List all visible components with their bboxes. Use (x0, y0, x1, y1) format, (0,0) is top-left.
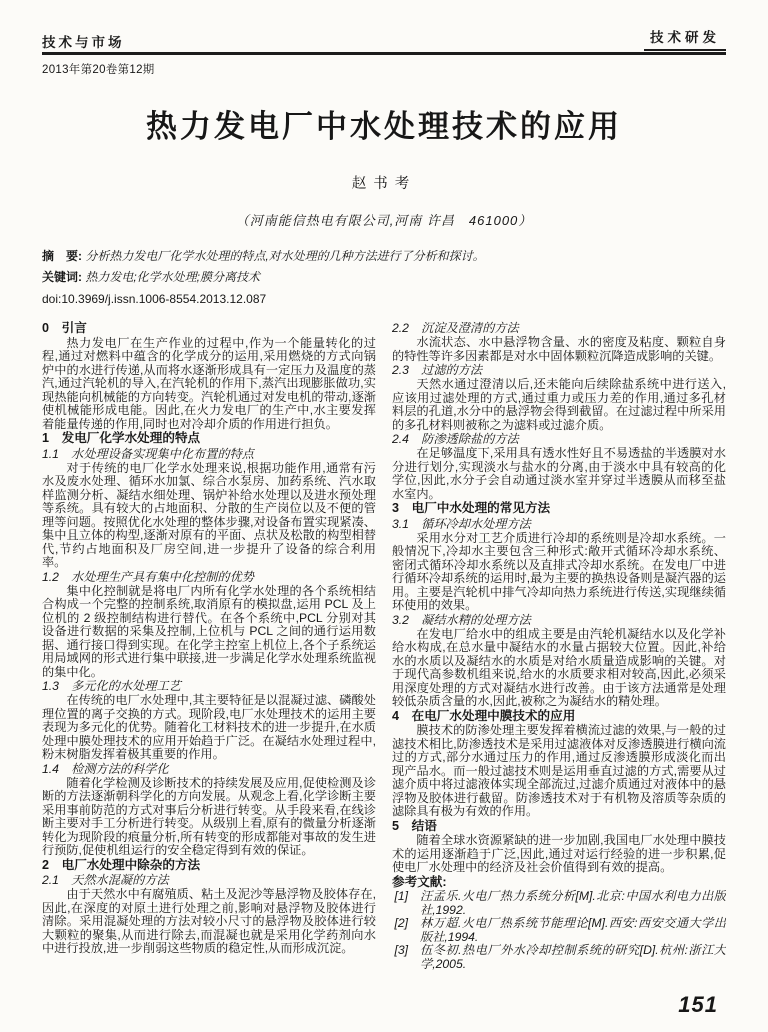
paragraph: 随着全球水资源紧缺的进一步加剧,我国电厂水处理中膜技术的运用逐渐趋于广泛,因此,通过对运行经验的进一步积累,促使电厂水处理中的经济及社会价值得到有效的提高。 (392, 833, 726, 875)
article-author: 赵书考 (351, 176, 417, 192)
section-heading: 0 引言 (42, 321, 87, 336)
paragraph: 随着化学检测及诊断技术的持续发展及应用,促使检测及诊断的方法逐渐朝科学化的方向发展。从观念上看,化学诊断主要采用事前防范的方式对事后分析进行转变。从手段来看,在线诊断主要对手工分析进行转变。从级别上看,原有的微量分析逐渐转化为现阶段的痕量分析,所有转变的形成都能对事故的发生进行预防,促使机组运行的安全稳定得到有效的保证。 (42, 775, 376, 858)
paragraph: 热力发电厂在生产作业的过程中,作为一个能量转化的过程,通过对燃料中蕴含的化学成分的运用,采用燃烧的方式向锅炉中的水进行传递,从而将水逐渐形成具有一定压力及温度的蒸汽,通过汽轮机的导入,在汽轮机的作用下,蒸汽出现膨胀做功,实现热能向机械能的方向转变。汽轮机通过对发电机的带动,逐渐使机械能形成电能。因此,在火力发电厂的生产中,水主要发挥着能量传递的作用,同时也对冷却介质的作用进行担负。 (42, 335, 376, 431)
section-heading: 4 在电厂水处理中膜技术的应用 (392, 708, 576, 723)
article-body (42, 321, 726, 971)
section-heading: 2 电厂水处理中除杂的方法 (42, 857, 201, 872)
reference-item (392, 890, 726, 917)
left-column (42, 321, 376, 971)
section-heading: 3 电厂中水处理的常见方法 (392, 501, 551, 516)
paragraph: 对于传统的电厂化学水处理来说,根据功能作用,通常有污水及废水处理、循环水加氯、综合水泵房、加药系统、汽水取样监测分析、凝结水细处理、锅炉补给水处理以及进水预处理等系统。具有较大的占地面积、分散的生产岗位以及不便的管理等问题。按照优化水处理的整体步骤,对设备布置实现紧凑、集中且立体的构型,逐渐对原有的平面、点状及松散的构型相替代,节约占地面积及厂房空间,进一步提升了设备的综合利用率。 (42, 460, 376, 570)
subsection-heading: 2.1 天然水混凝的方法 (42, 873, 169, 888)
subsection-heading: 1.3 多元化的水处理工艺 (42, 679, 181, 694)
doi-line: doi:10.3969/j.issn.1006-8554.2013.12.087 (42, 291, 267, 306)
paragraph: 在传统的电厂水处理中,其主要特征是以混凝过滤、磷酸处理位置的离子交换的方式。现阶段,电厂水处理技术的运用主要表现为多元化的优势。随着化工材料技术的进一步提升,在水质处理中膜处理技术的应用开始趋于广泛。在凝结水处理过程中,粉末树脂发挥着极其重要的作用。 (42, 693, 376, 762)
journal-name: 技术与市场 (42, 35, 125, 50)
section-heading: 5 结语 (392, 818, 437, 833)
article-title: 热力发电厂中水处理技术的应用 (146, 109, 622, 144)
page-number: 151 (678, 992, 718, 1017)
reference-text: 汪孟乐.火电厂热力系统分析[M].北京:中国水利电力出版社,1992. (420, 889, 726, 917)
paragraph: 在足够温度下,采用具有透水性好且不易透盐的半透膜对水分进行划分,实现淡水与盐水的分离,由于淡水中具有较高的化学位,因此,水分子会自动通过淡水室并穿过半透膜从而移至盐水室内。 (392, 446, 726, 501)
paragraph: 水流状态、水中悬浮物含量、水的密度及粘度、颗粒自身的特性等许多因素都是对水中固体颗粒沉降造成影响的关键。 (392, 335, 726, 363)
column-name: 技术研发 (644, 26, 726, 51)
paragraph: 由于天然水中有腐殖质、粘土及泥沙等悬浮物及胶体存在,因此,在深度的对原土进行处理之前,影响对悬浮物及胶体进行清除。采用混凝处理的方法对较小尺寸的悬浮物及胶体进行较大颗粒的聚集,从而进行除去,而混凝也就是采用化学药剂向水中进行投放,进一步削弱这些物质的稳定性,从而形成沉淀。 (42, 887, 376, 956)
right-column (392, 321, 726, 971)
subsection-heading: 3.2 凝结水精的处理方法 (392, 612, 531, 627)
section-heading: 1 发电厂化学水处理的特点 (42, 431, 201, 446)
paragraph: 在发电厂给水中的组成主要是由汽轮机凝结水以及化学补给水构成,在总水量中凝结水的水量占据较大位置。因此,补给水的水质以及凝结水的水质是对给水质量造成影响的关键。对于现代高参数机组来说,给水的水质要求相对较高,因此,必须采用深度处理的方式对凝结水进行改善。由于该方法通常是处理较低杂质含量的水,因此,被称之为凝结水的精处理。 (392, 626, 726, 709)
paragraph: 天然水通过澄清以后,还未能向后续除盐系统中进行送入,应该用过滤处理的方式,通过重力或压力差的作用,通过多孔材料层的孔道,水分中的悬浮物会得到截留。在过滤过程中所采用的多孔材料则被称之为滤料或过滤介质。 (392, 377, 726, 432)
subsection-heading: 2.3 过滤的方法 (392, 363, 483, 378)
abstract-label: 摘 要: (42, 249, 82, 263)
subsection-heading: 2.4 防渗透除盐的方法 (392, 432, 519, 447)
reference-label: [3] (394, 943, 408, 958)
page-header (0, 0, 768, 77)
reference-item (392, 917, 726, 944)
header-rule (42, 52, 726, 55)
article-meta (42, 246, 726, 310)
article-affiliation: （河南能信热电有限公司,河南 许昌 461000） (235, 213, 533, 228)
subsection-heading: 1.4 检测方法的科学化 (42, 761, 169, 776)
keywords-line (42, 267, 726, 288)
issue-line: 2013年第20卷第12期 (42, 64, 155, 76)
keywords-label: 关键词: (42, 270, 82, 285)
reference-text: 伍冬初.热电厂外水冷却控制系统的研究[D].杭州:浙江大学,2005. (420, 943, 726, 971)
subsection-heading: 1.2 水处理生产具有集中化控制的优势 (42, 569, 254, 584)
reference-text: 林万超.火电厂热系统节能理论[M].西安:西安交通大学出版社,1994. (420, 916, 726, 944)
reference-item (392, 944, 726, 971)
section-heading: 参考文献: (392, 874, 447, 889)
abstract-line (42, 246, 726, 267)
keywords-text: 热力发电;化学水处理;膜分离技术 (85, 270, 261, 285)
paragraph: 集中化控制就是将电厂内所有化学水处理的各个系统相结合构成一个完整的控制系统,取消原有的模拟盘,运用 PCL 及上位机的 2 级控制结构进行替代。在各个系统中,PCL 分别对其设备进行数据的采集及控制,上位机与 PCL 之间的通行运用数据、通行接口得到实现。在化学主控室上机位上,各个子系统运用局域网的形式进行集中联接,进一步满足化学水处理系统监视的集中化。 (42, 583, 376, 679)
subsection-heading: 2.2 沉淀及澄清的方法 (392, 321, 519, 336)
reference-label: [2] (394, 916, 408, 931)
paragraph: 采用水分对工艺介质进行冷却的系统则是冷却水系统。一般情况下,冷却水主要包含三种形式:敞开式循环冷却水系统、密闭式循环冷却水系统以及直排式冷却水系统。在发电厂中进行循环冷却系统的运用时,最为主要的换热设备则是凝汽器的运用。主要是汽轮机中排气冷却向热力系统进行传送,实现继续循环使用的效果。 (392, 530, 726, 613)
reference-label: [1] (394, 889, 408, 904)
subsection-heading: 3.1 循环冷却水处理方法 (392, 516, 531, 531)
subsection-heading: 1.1 水处理设备实现集中化布置的特点 (42, 446, 254, 461)
abstract-text: 分析热力发电厂化学水处理的特点,对水处理的几种方法进行了分析和探讨。 (85, 249, 485, 263)
paragraph: 膜技术的防渗处理主要发挥着横流过滤的效果,与一般的过滤技术相比,防渗透技术是采用过滤液体对反渗透膜进行横向流过的方式,部分水通过压力的作用,通过反渗透膜形成淡化而出现产品水。而一般过滤技术则是运用垂直过滤的方式,需要从过滤介质中将过滤液体实现全部流过,过滤介质通过对液体中的悬浮物及胶体进行截留。防渗透技术对于有机物及溶质等杂质的滤除具有极为有效的作用。 (392, 723, 726, 819)
